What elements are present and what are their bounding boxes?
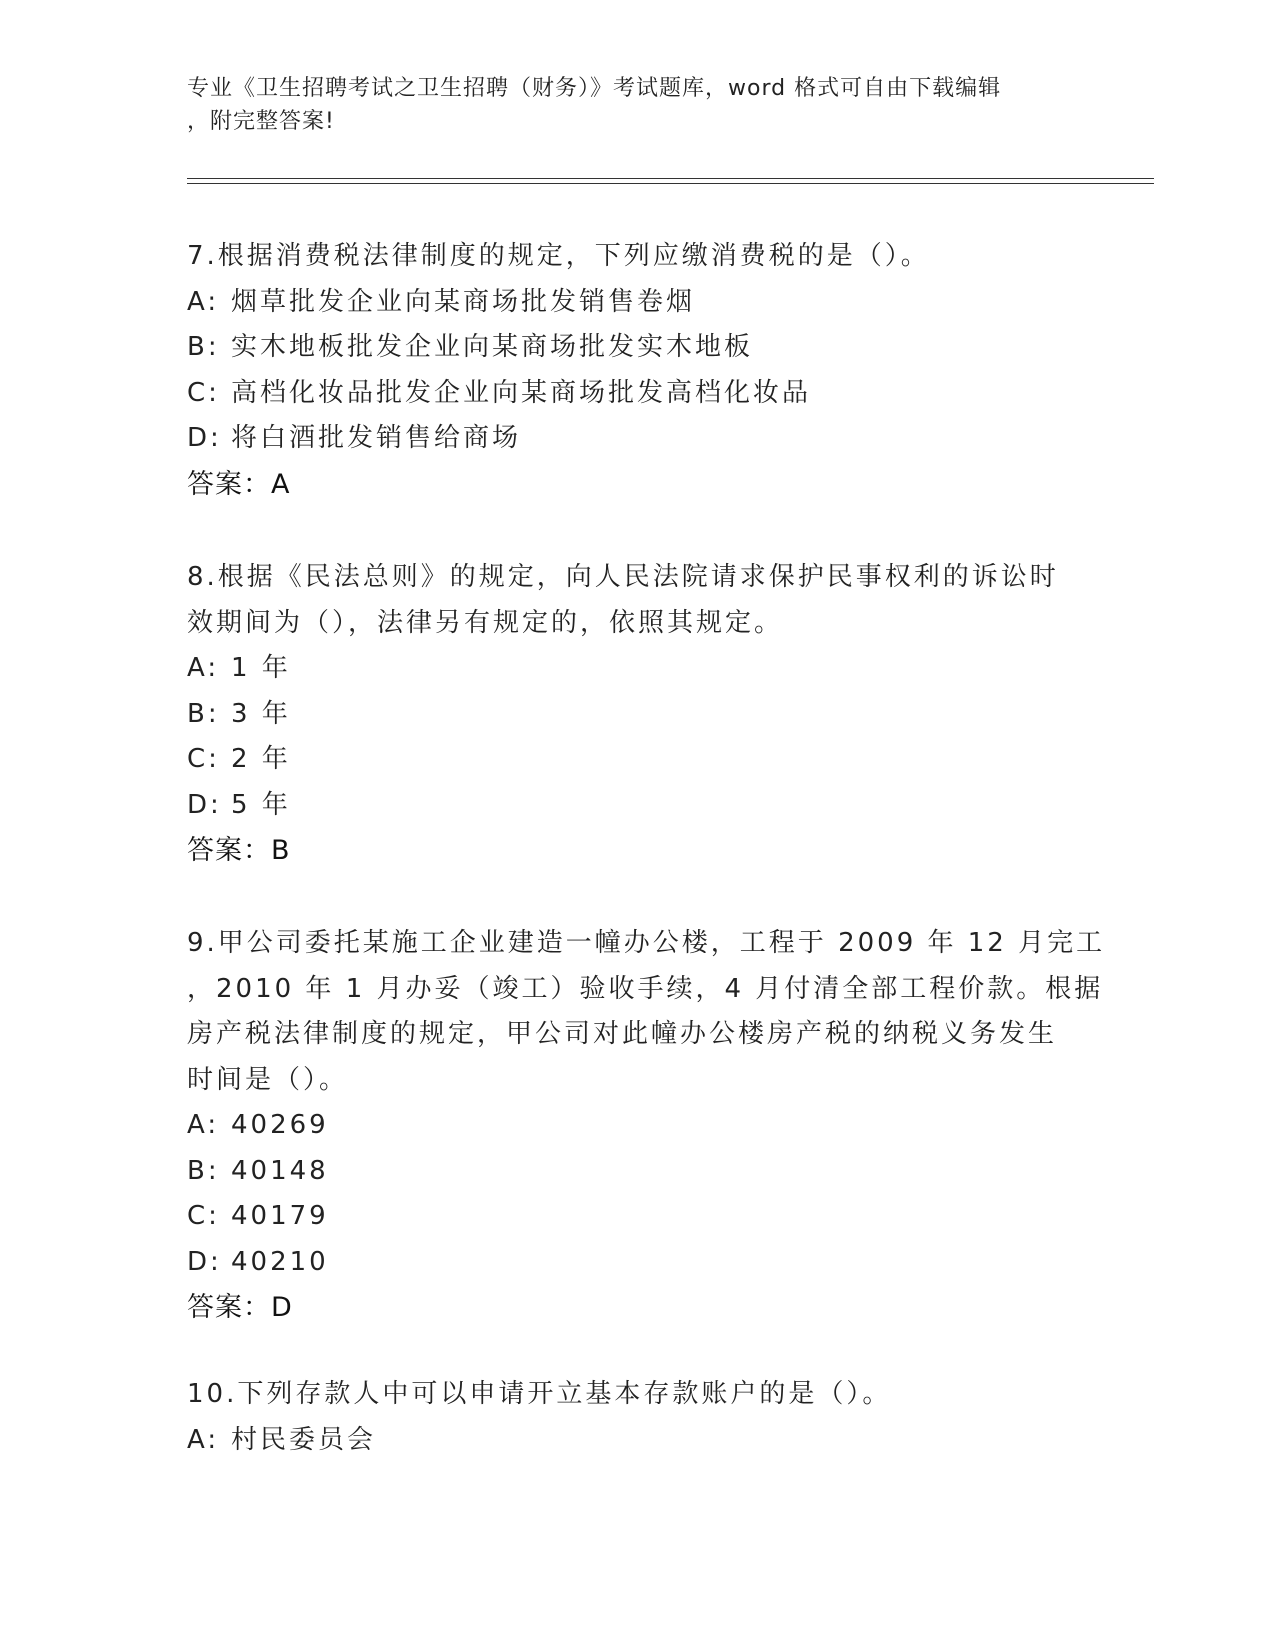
option-key: D: — [187, 423, 222, 453]
option-key: C: — [187, 744, 220, 774]
option-text: 5 年 — [231, 789, 291, 820]
option-b — [187, 1149, 1067, 1195]
option-key: C: — [187, 377, 220, 408]
question-text: 时间是（）。 — [187, 1064, 349, 1095]
option-a — [187, 1418, 1067, 1464]
option-text: 实木地板批发企业向某商场批发实木地板 — [231, 332, 754, 362]
question-8 — [187, 555, 1067, 874]
option-key: C: — [187, 1201, 220, 1231]
option-key: B: — [187, 332, 220, 362]
option-c — [187, 737, 1067, 783]
option-key: B: — [187, 698, 220, 729]
answer-label: 答案：B — [187, 835, 291, 866]
question-text: 效期间为（），法律另有规定的，依照其规定。 — [187, 607, 784, 638]
option-d — [187, 416, 1067, 462]
question-text: 9.甲公司委托某施工企业建造一幢办公楼，工程于 2009 年 12 月完工 — [187, 928, 1106, 958]
header-divider-top — [187, 178, 1154, 179]
header-divider-bottom — [187, 183, 1154, 184]
option-text: 40210 — [231, 1246, 329, 1277]
option-text: 40269 — [231, 1110, 329, 1140]
option-text: 40179 — [231, 1201, 329, 1231]
answer-label: 答案：D — [187, 1292, 293, 1323]
option-key: A: — [187, 653, 220, 683]
answer-label: 答案：A — [187, 468, 291, 500]
option-a — [187, 280, 1067, 326]
option-d — [187, 1240, 1067, 1286]
option-key: A: — [187, 1110, 220, 1140]
option-c — [187, 1194, 1067, 1240]
question-text: 7.根据消费税法律制度的规定，下列应缴消费税的是（）。 — [187, 241, 930, 271]
option-b — [187, 692, 1067, 738]
option-text: 烟草批发企业向某商场批发销售卷烟 — [231, 286, 696, 317]
option-text: 将白酒批发销售给商场 — [231, 423, 522, 453]
option-text: 1 年 — [231, 653, 291, 683]
question-10 — [187, 1372, 1067, 1463]
question-text: 8.根据《民法总则》的规定，向人民法院请求保护民事权利的诉讼时 — [187, 562, 1059, 592]
header-line-2: ，附完整答案! — [187, 109, 335, 134]
option-text: 3 年 — [231, 698, 291, 729]
option-b — [187, 325, 1067, 371]
option-a — [187, 1103, 1067, 1149]
option-d — [187, 783, 1067, 829]
question-text: 10.下列存款人中可以申请开立基本存款账户的是（）。 — [187, 1379, 892, 1409]
option-text: 村民委员会 — [231, 1424, 377, 1455]
option-text: 2 年 — [231, 744, 291, 774]
header-line-1: 专业《卫生招聘考试之卫生招聘（财务）》考试题库，word 格式可自由下载编辑 — [187, 76, 1002, 101]
option-a — [187, 646, 1067, 692]
question-text: ，2010 年 1 月办妥（竣工）验收手续，4 月付清全部工程价款。根据 — [187, 973, 1104, 1004]
option-key: A: — [187, 1424, 220, 1455]
document-header — [187, 72, 1067, 138]
option-key: B: — [187, 1155, 220, 1186]
question-text: 房产税法律制度的规定，甲公司对此幢办公楼房产税的纳税义务发生 — [187, 1019, 1058, 1049]
option-c — [187, 371, 1067, 417]
option-key: D: — [187, 789, 222, 820]
option-key: A: — [187, 286, 220, 317]
question-7 — [187, 234, 1067, 507]
option-key: D: — [187, 1246, 222, 1277]
option-text: 高档化妆品批发企业向某商场批发高档化妆品 — [231, 377, 812, 408]
option-text: 40148 — [231, 1155, 329, 1186]
question-9 — [187, 921, 1106, 1331]
